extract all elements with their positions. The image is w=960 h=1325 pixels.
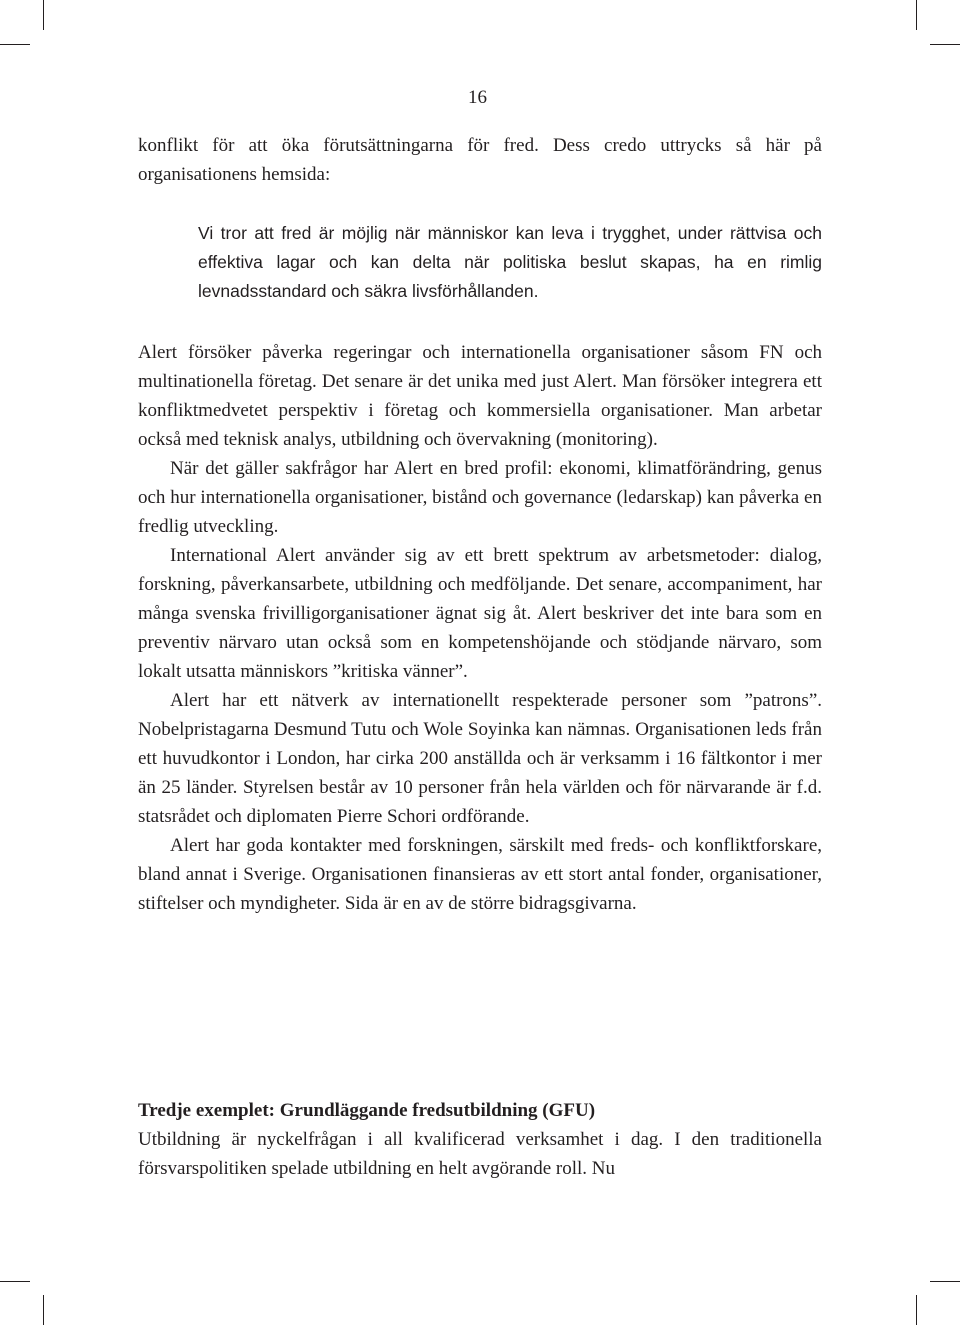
body-paragraph-2: När det gäller sakfrågor har Alert en bred profil: ekonomi, klimatförändring, genus och hur internationella organisationer, bistånd och governance (ledarskap) kan påverka en fredlig utveckling.	[138, 458, 822, 537]
intro-block	[138, 131, 822, 189]
crop-mark-bottom-right-vertical	[916, 1295, 917, 1325]
body-block	[138, 338, 822, 918]
intro-paragraph: konflikt för att öka förutsättningarna för fred. Dess credo uttrycks så här på organisationens hemsida:	[138, 135, 822, 185]
crop-mark-top-right-vertical	[916, 0, 917, 30]
page-number: 16	[468, 87, 487, 108]
crop-mark-top-right-horizontal	[930, 44, 960, 45]
crop-mark-bottom-left-vertical	[43, 1295, 44, 1325]
body-paragraph-1: Alert försöker påverka regeringar och internationella organisationer såsom FN och multinationella företag. Det senare är det unika med just Alert. Man försöker integrera ett konfliktmedvetet perspektiv i företag och kommersiella organisationer. Man arbetar också med teknisk analys, utbildning och övervakning (monitoring).	[138, 342, 822, 450]
section-heading: Tredje exemplet: Grundläggande fredsutbildning (GFU)	[138, 1100, 596, 1121]
body-paragraph-5: Alert har goda kontakter med forskningen, särskilt med freds- och konfliktforskare, bland annat i Sverige. Organisationen finansieras av ett stort antal fonder, organisationer, stiftelser och myndigheter. Sida är en av de större bidragsgivarna.	[138, 835, 822, 914]
body-paragraph-3: International Alert använder sig av ett brett spektrum av arbetsmetoder: dialog, forskning, påverkansarbete, utbildning och medföljande. Det senare, accompaniment, har många svenska frivilligorganisationer ägnat sig åt. Alert beskriver det inte bara som en preventiv närvaro utan också som en kompetenshöjande och stödjande närvaro, som lokalt utsatta människors ”kritiska vänner”.	[138, 545, 822, 682]
body-paragraph-4: Alert har ett nätverk av internationellt respekterade personer som ”patrons”. Nobelpristagarna Desmund Tutu och Wole Soyinka kan nämnas. Organisationen leds från ett huvudkontor i London, har cirka 200 anställda och är verksamm i 16 fältkontor i mer än 25 länder. Styrelsen består av 10 personer från hela världen och för närvarande är f.d. statsrådet och diplomaten Pierre Schori ordförande.	[138, 690, 822, 827]
crop-mark-bottom-right-horizontal	[930, 1281, 960, 1282]
crop-mark-bottom-left-horizontal	[0, 1281, 30, 1282]
section-paragraph: Utbildning är nyckelfrågan i all kvalificerad verksamhet i dag. I den traditionella försvarspolitiken spelade utbildning en helt avgörande roll. Nu	[138, 1129, 822, 1179]
section-block	[138, 1096, 822, 1183]
crop-mark-top-left-vertical	[43, 0, 44, 30]
block-quote: Vi tror att fred är möjlig när människor kan leva i trygghet, under rättvisa och effektiva lagar och kan delta när politiska beslut skapas, ha en rimlig levnadsstandard och säkra livsförhållanden.	[198, 223, 822, 301]
crop-mark-top-left-horizontal	[0, 44, 30, 45]
